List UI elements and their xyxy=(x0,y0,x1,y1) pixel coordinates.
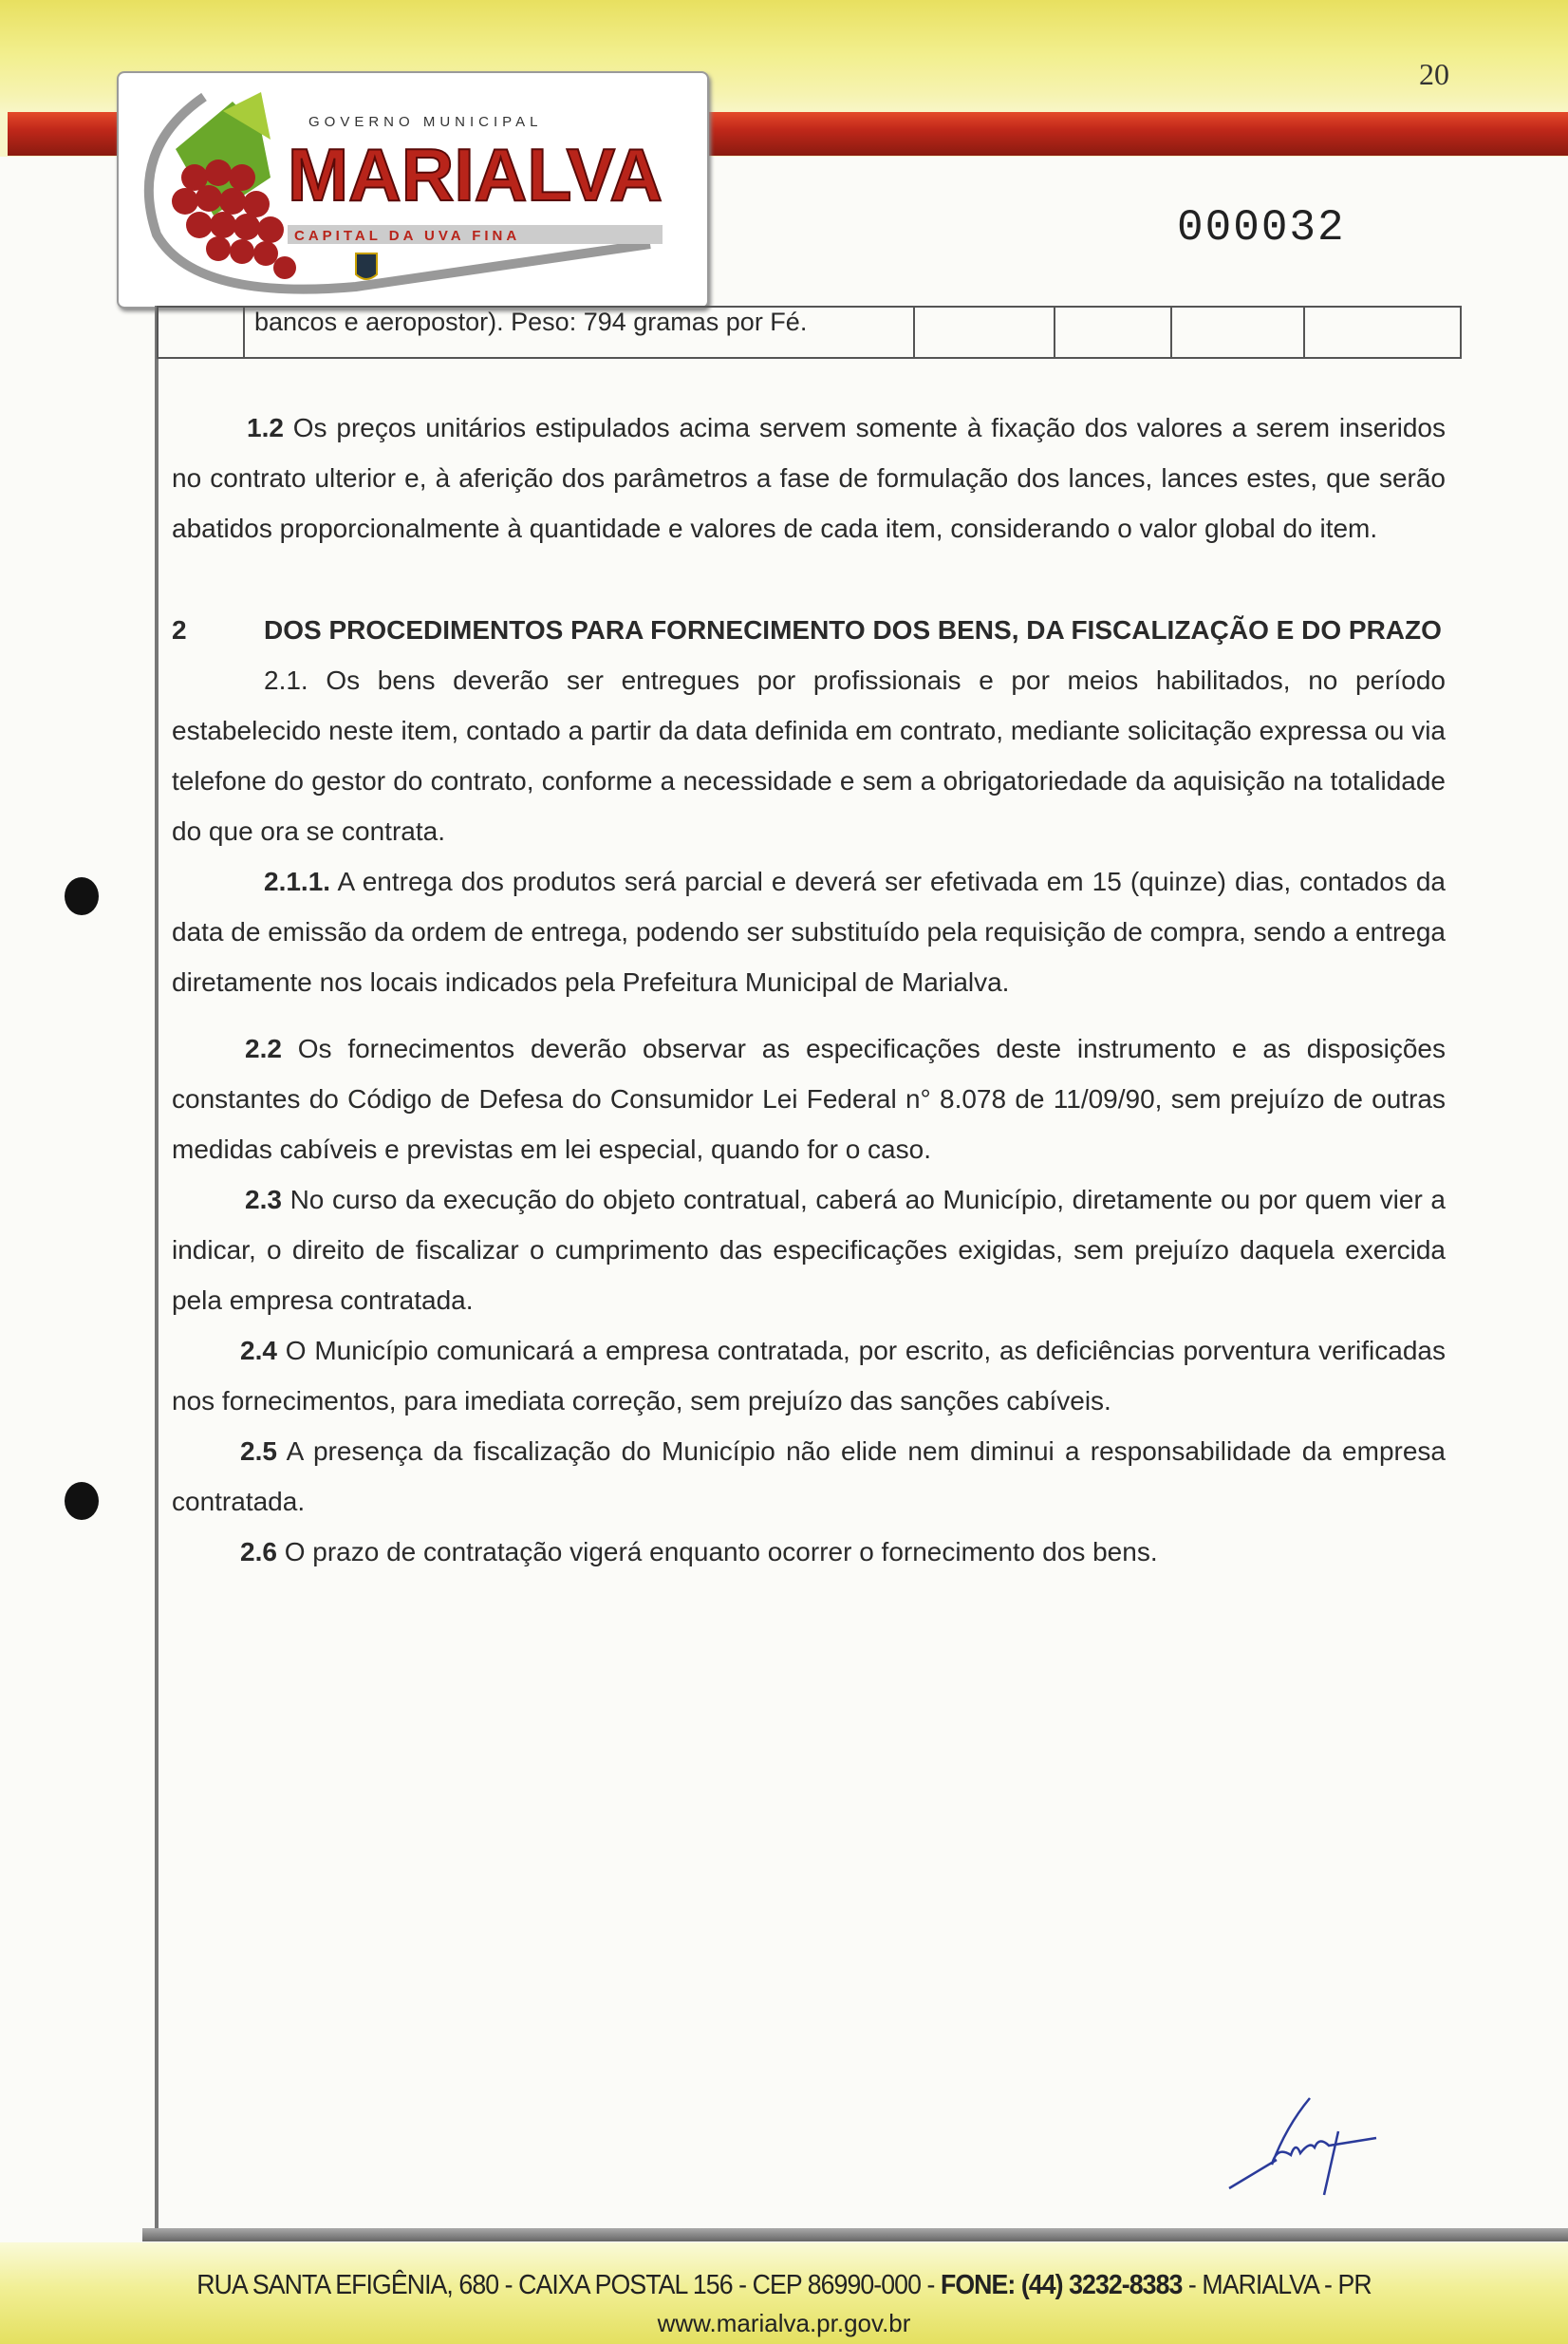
paragraph-1-2: 1.2 Os preços unitários estipulados acima servem somente à fixação dos valores a serem inseridos no contrato ulterior e, à aferição dos parâmetros a fase de formulação dos lances, lances estes, que serão abatidos proporcionalmente à quantidade e valores de cada item, considerando o valor global do item. xyxy=(172,413,1446,543)
footer-website: www.marialva.pr.gov.br xyxy=(657,2309,911,2337)
document-stamp-number: 000032 xyxy=(1177,203,1346,253)
punch-hole-icon xyxy=(65,1482,99,1520)
grape-logo-icon xyxy=(119,73,707,307)
section-2-heading: 2 DOS PROCEDIMENTOS PARA FORNECIMENTO DOS BENS, DA FISCALIZAÇÃO E DO PRAZO xyxy=(172,615,1442,645)
footer-address: RUA SANTA EFIGÊNIA, 680 - CAIXA POSTAL 156 - CEP 86990-000 - FONE: (44) 3232-8383 - MARIALVA - PR xyxy=(196,2270,1372,2300)
page-frame-left xyxy=(155,306,159,2233)
paragraph-2-1-1: 2.1.1. A entrega dos produtos será parcial e deverá ser efetivada em 15 (quinze) dias, contados da data de emissão da ordem de entrega, podendo ser substituído pela requisição de compra, sendo a entrega diretamente nos locais indicados pela Prefeitura Municipal de Marialva. xyxy=(172,867,1446,997)
marialva-logo xyxy=(117,71,709,309)
document-body xyxy=(172,403,1446,1577)
paragraph-2-6: 2.6 O prazo de contratação vigerá enquanto ocorrer o fornecimento dos bens. xyxy=(240,1537,1158,1566)
signature-icon xyxy=(1220,2089,1391,2198)
page-frame-bottom xyxy=(142,2228,1568,2241)
punch-hole-icon xyxy=(65,877,99,915)
paragraph-2-3: 2.3 No curso da execução do objeto contratual, caberá ao Município, diretamente ou por quem vier a indicar, o direito de fiscalizar o cumprimento das especificações exigidas, sem prejuízo daquela exercida pela empresa contratada. xyxy=(172,1185,1446,1315)
paragraph-2-5: 2.5 A presença da fiscalização do Município não elide nem diminui a responsabilidade da empresa contratada. xyxy=(172,1436,1446,1516)
paragraph-2-4: 2.4 O Município comunicará a empresa contratada, por escrito, as deficiências porventura verificadas nos fornecimentos, para imediata correção, sem prejuízo das sanções cabíveis. xyxy=(172,1336,1446,1416)
item-description: bancos e aeropostor). Peso: 794 gramas por Fé. xyxy=(244,307,914,358)
paragraph-2-1: 2.1. Os bens deverão ser entregues por profissionais e por meios habilitados, no período estabelecido neste item, contado a partir da data definida em contrato, mediante solicitação expressa ou via telefone do gestor do contrato, conforme a necessidade e sem a obrigatoriedade da aquisição na totalidade do que ora se contrata. xyxy=(172,666,1446,846)
paragraph-2-2: 2.2 Os fornecimentos deverão observar as especificações deste instrumento e as disposições constantes do Código de Defesa do Consumidor Lei Federal n° 8.078 de 11/09/90, sem prejuízo de outras medidas cabíveis e previstas em lei especial, quando for o caso. xyxy=(172,1034,1446,1164)
page-number: 20 xyxy=(1419,57,1449,91)
items-table xyxy=(157,306,1462,359)
table-row xyxy=(158,307,1461,358)
logo-tagline: CAPITAL DA UVA FINA xyxy=(294,228,521,244)
logo-name: MARIALVA xyxy=(288,133,663,216)
logo-line1: GOVERNO MUNICIPAL xyxy=(308,114,543,130)
